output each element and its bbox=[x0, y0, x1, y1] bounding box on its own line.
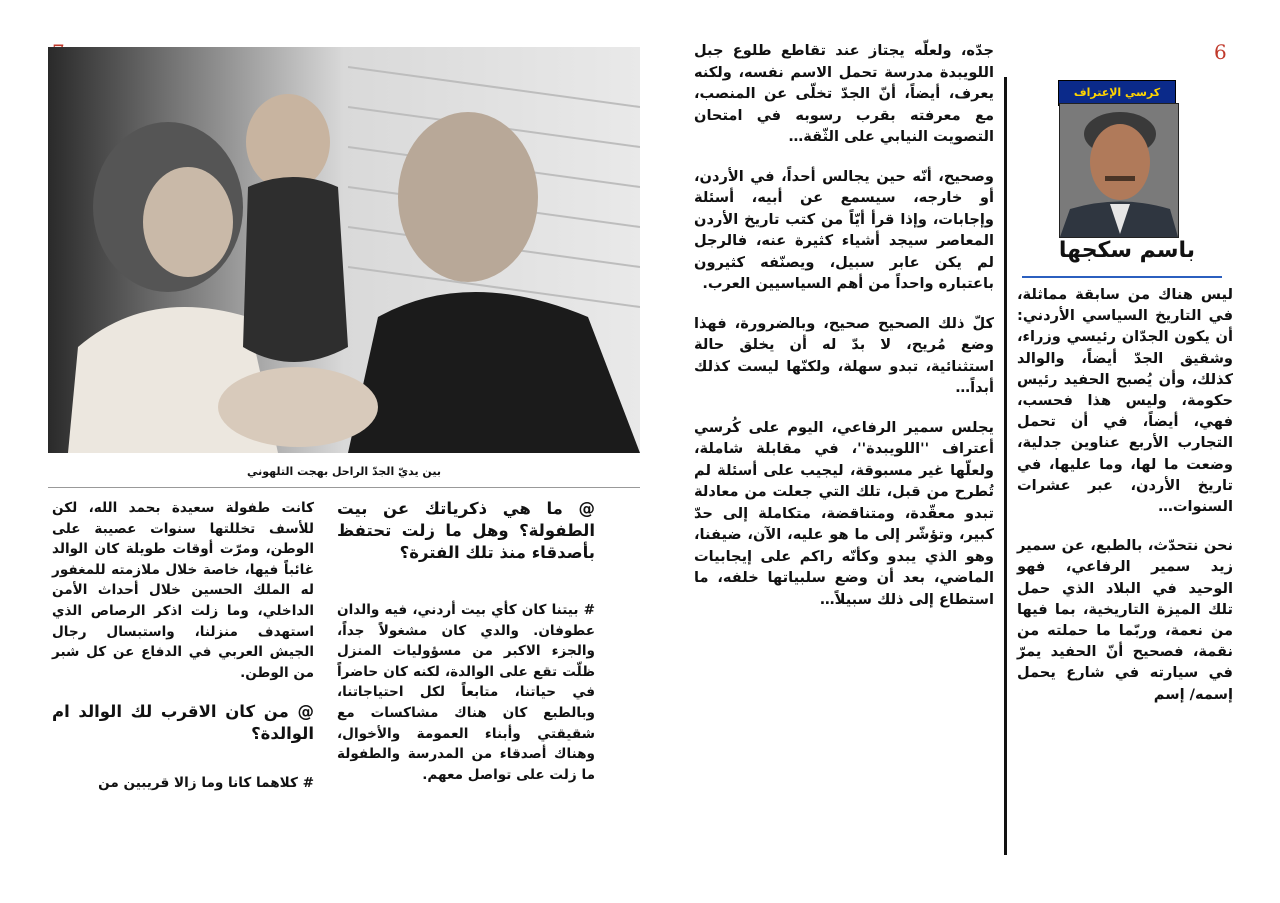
page-number-right: 6 bbox=[1214, 40, 1227, 64]
answer-2: # كلاهما كانا وما زالا قريبين من bbox=[98, 775, 314, 792]
author-name: باسم سكجها bbox=[1058, 238, 1196, 263]
photo-caption: بين يديّ الجدّ الراحل بهجت التلهوني bbox=[247, 465, 441, 478]
author-portrait bbox=[1059, 103, 1179, 238]
family-photo-illustration bbox=[48, 47, 640, 453]
right-paragraph-2: نحن نتحدّث، بالطبع، عن سمير زيد سمير الرفاعي، فهو الوحيد في البلاد الذي حمل تلك الميزة التاريخية، بما فيها من نعمة، وربّما ما حملته من نقمة، فصحيح أنّ الحفيد يمرّ في سيارته في شارع يحمل إسمه/ إسم bbox=[1017, 537, 1233, 703]
question-1: @ ما هي ذكرياتك عن بيت الطفولة؟ وهل ما زلت تحتفظ بأصدقاء منذ تلك الفترة؟ bbox=[337, 499, 595, 562]
caption-divider bbox=[48, 487, 640, 488]
interview-column-1 bbox=[337, 498, 595, 803]
answer-1-continued: كانت طفولة سعيدة بحمد الله، لكن للأسف تخللتها سنوات عصيبة على الوطن، ومرّت أوقات طويلة كان الوالد غائباً فيها، خاصة خلال ملازمته للمغفور له الملك الحسين خلال أحداث الأمن الداخلي، وما زلت اذكر الرصاص الذي استهدف منزلنا، واستبسال رجال الجيش العربي في الدفاع عن كل شبر من الوطن. bbox=[52, 500, 314, 681]
middle-column bbox=[694, 40, 994, 628]
middle-paragraph-2: وصحيح، أنّه حين يجالس أحداً، في الأردن، أو خارجه، سيسمع عن أبيه، أسئلة وإجابات، وإذا قرأ أيّاً من كتب تاريخ الأردن المعاصر سيجد أشياء كثيرة عنه، فالرجل لم يكن عابر سبيل، ويصنّفه كثيرون باعتباره واحداً من أهم السياسيين العرب. bbox=[694, 167, 994, 292]
author-portrait-illustration bbox=[1060, 104, 1178, 237]
question-2: @ من كان الاقرب لك الوالد ام الوالدة؟ bbox=[52, 702, 314, 744]
right-column bbox=[1017, 284, 1233, 723]
middle-paragraph-1: جدّه، ولعلّه يجتاز عند تقاطع طلوع جبل اللويبدة مدرسة تحمل الاسم نفسه، ولكنه يعرف، أيضاً، أنّ الجدّ تخلّى عن المنصب، مع معرفته بقرب رسوبه في امتحان التصويت النيابي على الثّقة… bbox=[694, 42, 994, 145]
family-photo bbox=[48, 47, 640, 453]
author-underline bbox=[1022, 276, 1222, 278]
column-divider bbox=[1004, 77, 1007, 855]
series-badge: كرسي الإعتراف bbox=[1058, 80, 1176, 106]
middle-paragraph-3: كلّ ذلك الصحيح صحيح، وبالضرورة، فهذا وضع مُريح، لا بدّ له أن يخلق حالة استثنائية، تبدو سهلة، ولكنّها ليست كذلك أبداً… bbox=[694, 314, 994, 396]
interview-column-2 bbox=[52, 498, 314, 812]
right-paragraph-1: ليس هناك من سابقة مماثلة، في التاريخ السياسي الأردني: أن يكون الجدّان رئيسي وزراء، وشقيق الجدّ أيضاً، والوالد كذلك، وأن يُصبح الحفيد رئيس حكومة، وليس هذا فحسب، فهي، أيضاً، في أن تحمل التجارب الأربع عناوين جدلية، وضعت ما لها، وما عليها، في تاريخ الأردن، عبر عشرات السنوات… bbox=[1017, 286, 1233, 516]
answer-1: # بيتنا كان كأي بيت أردني، فيه والدان عطوفان. والدي كان مشغولاً جداً، والجزء الاكبر من مسؤوليات المنزل ظلّت تقع على الوالدة، لكنه كان حاضراً في حياتنا، متابعاً لكل احتياجاتنا، وبالطبع كان هناك مشاكسات مع شقيقتي وأبناء العمومة والأخوال، وهناك أصدقاء من المدرسة والطفولة ما زلت على تواصل معهم. bbox=[337, 602, 595, 783]
middle-paragraph-4: يجلس سمير الرفاعي، اليوم على كُرسي أعتراف ''اللويبدة''، في مقابلة شاملة، ولعلّها غير مسبوقة، ليجيب على أسئلة لم تُطرح من قبل، تلك التي جعلت من معادلة تبدو معقّدة، ومتناقضة، متكاملة إلى حدّ كبير، وتؤشّر إلى ما هو عليه، الآن، ضيفنا، وهو الذي يبدو وكأنّه راكم على إيجابيات الماضي، بعد أن وضع سلبياتها خلفه، ما استطاع إلى ذلك سبيلاً… bbox=[694, 418, 994, 608]
